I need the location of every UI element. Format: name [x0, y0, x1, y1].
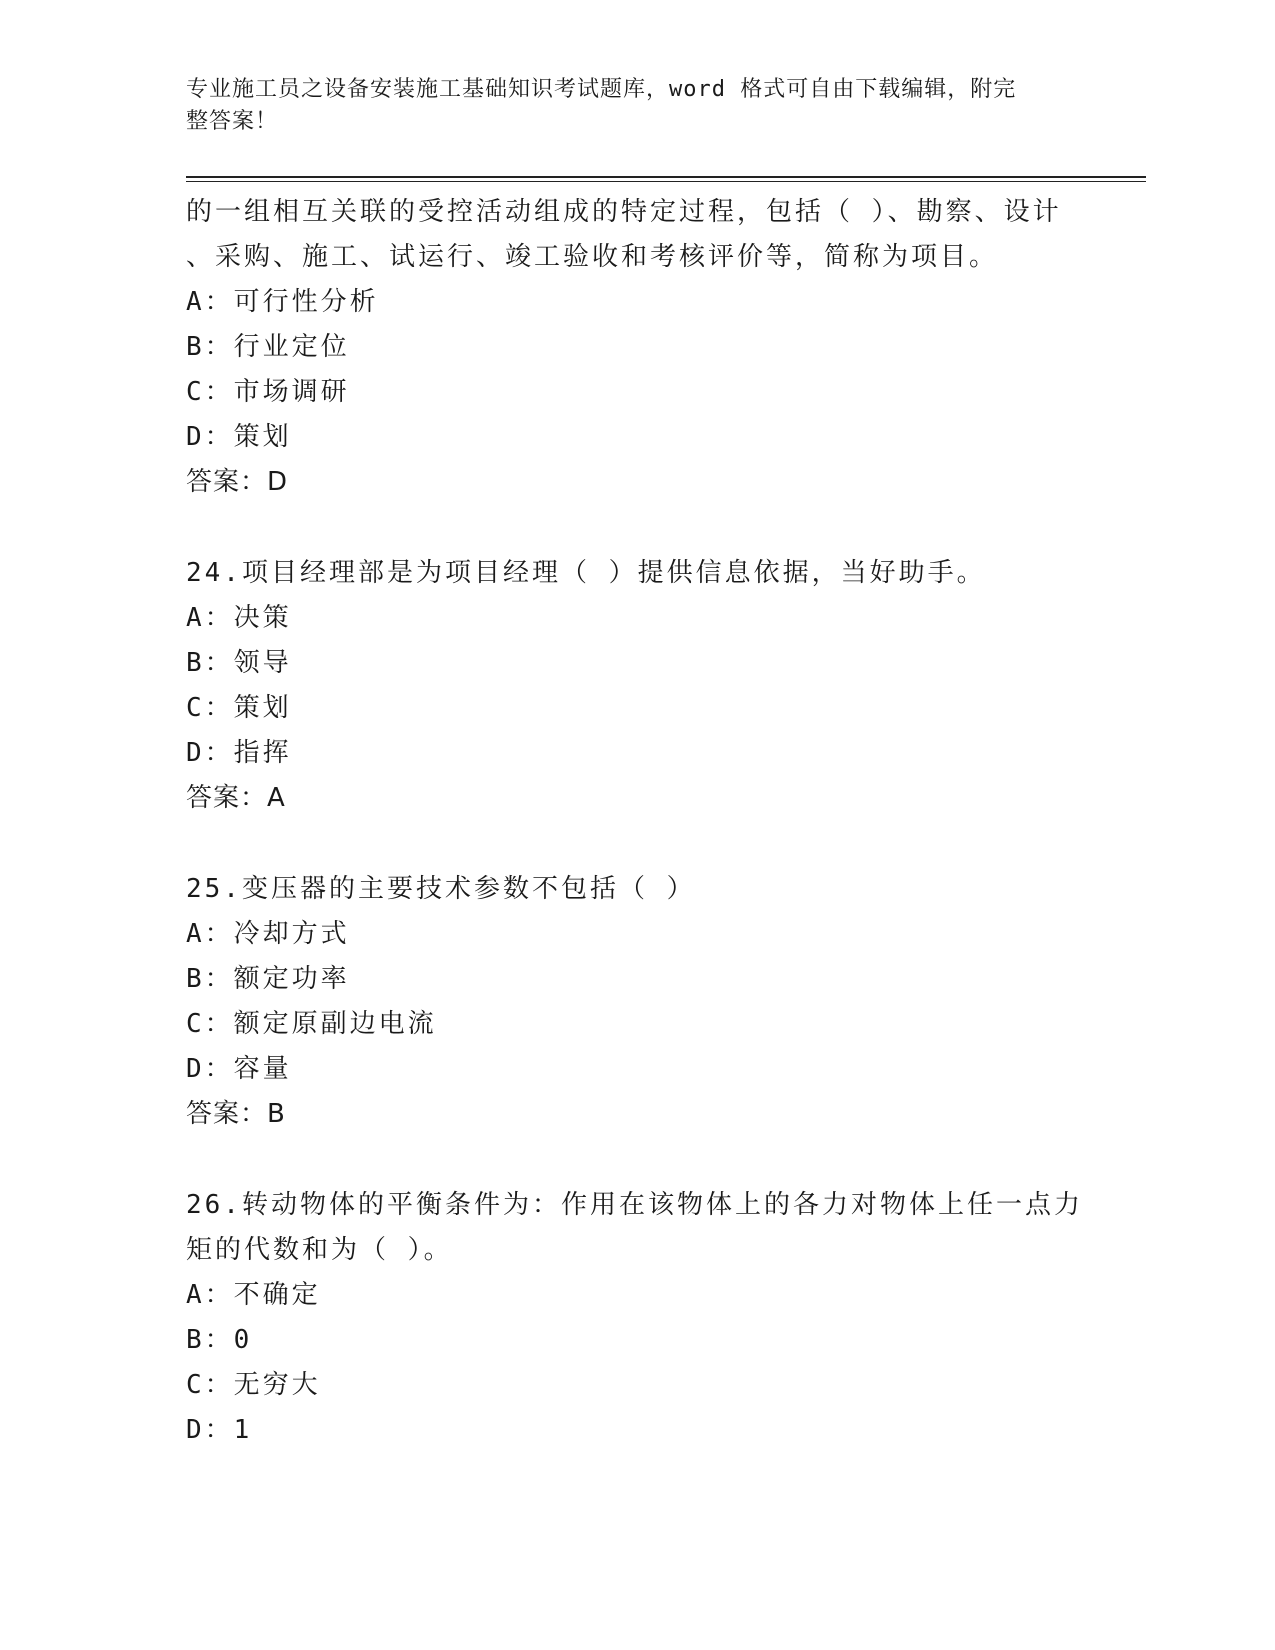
option-b: B：领导	[186, 648, 292, 678]
option-d: D：策划	[186, 422, 292, 452]
document-header	[186, 74, 1066, 138]
question-stem: 矩的代数和为（ ）。	[186, 1235, 453, 1265]
question-block	[186, 551, 1086, 821]
option-b: B：0	[186, 1325, 253, 1355]
question-block	[186, 190, 1086, 505]
option-c: C：市场调研	[186, 377, 350, 407]
spacer	[186, 821, 1086, 867]
option-c: C：无穷大	[186, 1370, 321, 1400]
question-stem: 25.变压器的主要技术参数不包括（ ）	[186, 874, 696, 904]
answer-line: 答案：B	[186, 1099, 286, 1129]
option-b: B：额定功率	[186, 964, 350, 994]
option-d: D：1	[186, 1415, 253, 1445]
option-d: D：指挥	[186, 738, 292, 768]
option-b: B：行业定位	[186, 332, 350, 362]
option-c: C：额定原副边电流	[186, 1009, 437, 1039]
answer-line: 答案：D	[186, 467, 289, 497]
option-a: A：决策	[186, 603, 292, 633]
header-divider-thin	[186, 181, 1146, 182]
answer-line: 答案：A	[186, 783, 286, 813]
spacer	[186, 1137, 1086, 1183]
option-d: D：容量	[186, 1054, 292, 1084]
question-block	[186, 867, 1086, 1137]
question-stem: 的一组相互关联的受控活动组成的特定过程，包括（ ）、勘察、设计	[186, 197, 1062, 227]
option-a: A：冷却方式	[186, 919, 350, 949]
question-list	[186, 190, 1086, 1453]
spacer	[186, 505, 1086, 551]
question-stem: 24.项目经理部是为项目经理（ ）提供信息依据，当好助手。	[186, 558, 986, 588]
question-block	[186, 1183, 1086, 1453]
option-a: A：可行性分析	[186, 287, 379, 317]
header-line-1: 专业施工员之设备安装施工基础知识考试题库，word 格式可自由下载编辑，附完	[186, 77, 1017, 102]
header-divider-thick	[186, 176, 1146, 178]
question-stem: 、采购、施工、试运行、竣工验收和考核评价等，简称为项目。	[186, 242, 999, 272]
header-line-2: 整答案！	[186, 109, 279, 134]
option-a: A：不确定	[186, 1280, 321, 1310]
question-stem: 26.转动物体的平衡条件为：作用在该物体上的各力对物体上任一点力	[186, 1190, 1083, 1220]
option-c: C：策划	[186, 693, 292, 723]
